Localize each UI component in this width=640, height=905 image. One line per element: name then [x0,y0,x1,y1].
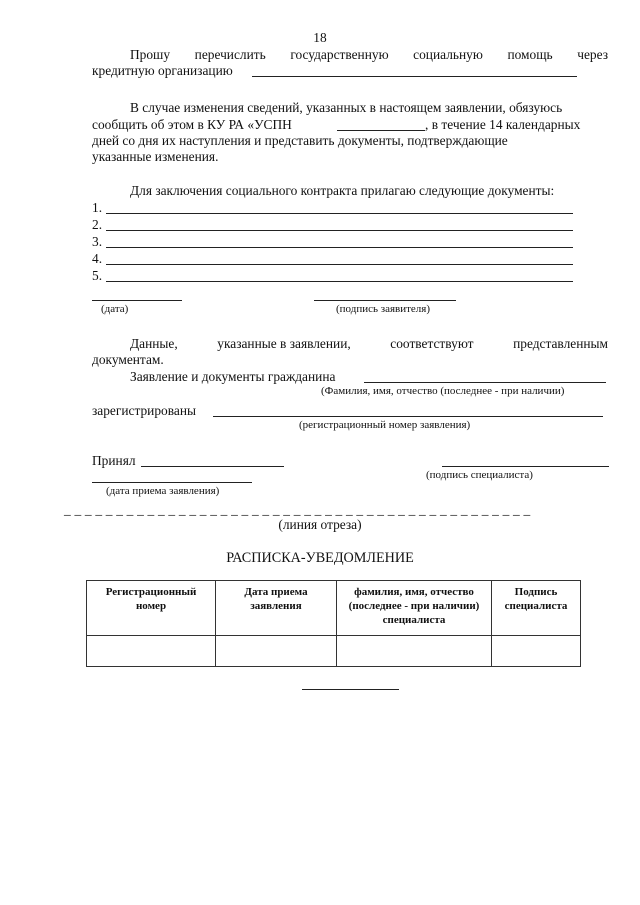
receipt-header-row [87,581,581,636]
applicant-signature-caption: (подпись заявителя) [336,303,431,315]
word: социальную [413,47,483,62]
end-divider [302,689,399,690]
header-receipt-date: Дата приема заявления [216,581,337,636]
uspn-name-field[interactable] [337,130,425,131]
document-item-number: 2. [92,217,103,232]
document-item-number: 1. [92,200,103,215]
change-notice-line-3: дней со дня их наступления и представить документы, подтверждающие [92,133,508,148]
accepted-label: Принял [92,453,136,468]
applicant-signature-field[interactable] [314,300,456,301]
page-number: 18 [313,30,327,45]
receipt-data-row [87,636,581,667]
transfer-request-line [130,47,608,63]
receipt-date-caption: (дата приема заявления) [106,485,220,497]
change-notice-line-4: указанные изменения. [92,149,219,164]
word: Прошу [130,47,171,62]
accepted-by-field[interactable] [141,466,284,467]
receipt-title: РАСПИСКА-УВЕДОМЛЕНИЕ [226,550,414,566]
document-item-field[interactable] [106,247,573,248]
cut-line: _ _ _ _ _ _ _ _ _ _ _ _ _ _ _ _ _ _ _ _ _ _ _ _ _ _ _ _ _ _ _ _ _ _ _ _ _ _ _ _ _ _ _ _ _ [64,502,531,517]
document-item-field[interactable] [106,264,573,265]
word: соответствуют [390,336,474,351]
cut-line-caption: (линия отреза) [278,517,362,532]
header-specialist-signature: Подпись специалиста [492,581,581,636]
word: Данные, [130,336,178,351]
cell-specialist-name[interactable] [337,636,492,667]
word: указанные в заявлении, [217,336,351,351]
specialist-signature-field[interactable] [442,466,609,467]
word: помощь [507,47,553,62]
document-item-number: 5. [92,268,103,283]
registration-number-field[interactable] [213,416,603,417]
citizen-label: Заявление и документы гражданина [130,369,336,384]
verification-line-1 [130,336,608,352]
change-notice-line-1 [130,100,608,116]
date-caption: (дата) [101,303,129,315]
document-item-field[interactable] [106,230,573,231]
document-item-field[interactable] [106,281,573,282]
word: перечислить [194,47,266,62]
cell-receipt-date[interactable] [216,636,337,667]
credit-org-field[interactable] [252,76,577,77]
receipt-table [86,580,581,667]
document-item-field[interactable] [106,213,573,214]
registration-number-caption: (регистрационный номер заявления) [299,419,471,431]
credit-org-label: кредитную организацию [92,63,233,78]
fio-caption: (Фамилия, имя, отчество (последнее - при наличии) [321,385,565,397]
word: представленным [513,336,608,351]
text: В случае изменения сведений, указанных в настоящем заявлении, обязуюсь [130,100,563,115]
document-item-number: 4. [92,251,103,266]
document-item-number: 3. [92,234,103,249]
word: через [577,47,608,62]
change-notice-line-2-end: , в течение 14 календарных [425,117,581,132]
header-specialist-name: фамилия, имя, отчество (последнее - при наличии) специалиста [337,581,492,636]
verification-line-2: документам. [92,352,164,367]
cell-registration-number[interactable] [87,636,216,667]
citizen-name-field[interactable] [364,382,606,383]
header-registration-number: Регистрационный номер [87,581,216,636]
registered-label: зарегистрированы [92,403,196,418]
cell-specialist-signature[interactable] [492,636,581,667]
specialist-signature-caption: (подпись специалиста) [426,469,533,481]
documents-intro: Для заключения социального контракта прилагаю следующие документы: [130,183,555,198]
word: государственную [290,47,389,62]
receipt-date-field[interactable] [92,482,252,483]
date-field[interactable] [92,300,182,301]
change-notice-line-2-start: сообщить об этом в КУ РА «УСПН [92,117,292,132]
